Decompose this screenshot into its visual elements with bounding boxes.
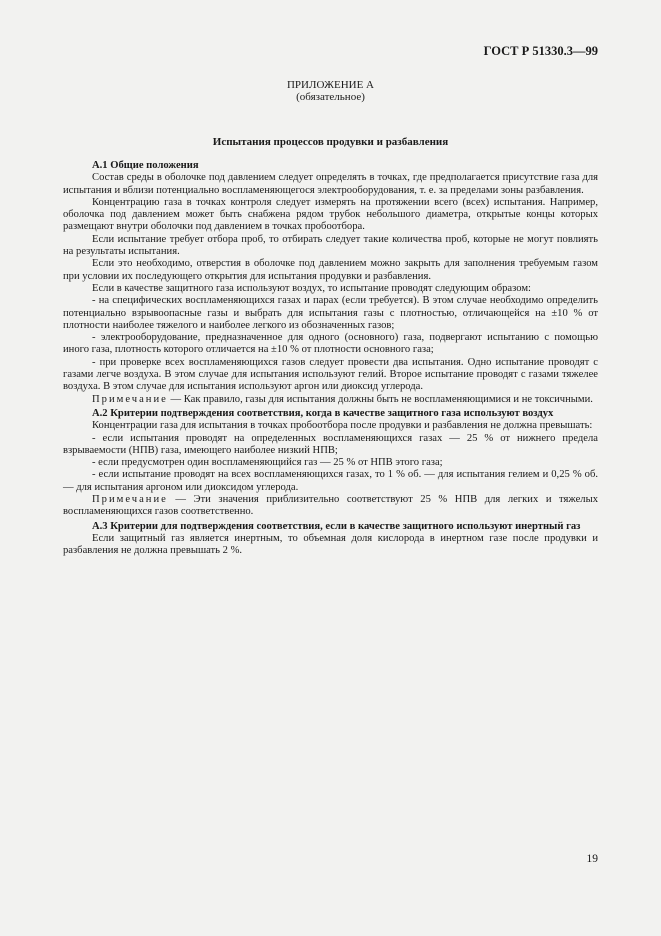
- a2-list-item: - если предусмотрен один воспламеняющийся газ — 25 % от НПВ этого газа;: [92, 457, 443, 469]
- note-text: — Эти значения приблизительно соответствуют 25 % НПВ для легких и тяжелых воспламеняющихся газов соответственно.: [63, 494, 598, 518]
- a2-paragraph: Концентрации газа для испытания в точках пробоотбора после продувки и разбавления не должна превышать:: [92, 420, 593, 432]
- a2-list-item: - если испытание проводят на всех воспламеняющихся газах, то 1 % об. — для испытания гелием и 0,25 % об. — для испытания аргоном или диоксидом углерода.: [63, 469, 598, 493]
- a3-heading: А.3 Критерии для подтверждения соответствия, если в качестве защитного используют инертный газ: [92, 520, 581, 532]
- a1-paragraph: Если испытание требует отбора проб, то отбирать следует такие количества проб, которые не могут повлиять на результаты испытания.: [63, 233, 598, 258]
- a1-list-item: - электрооборудование, предназначенное для одного (основного) газа, подвергают испытанию с помощью иного газа, плотность которого отличается на ±10 % от плотности основного газа;: [63, 332, 598, 356]
- a3-paragraph: Если защитный газ является инертным, то объемная доля кислорода в инертном газе после продувки и разбавления не должна превышать 2 %.: [63, 532, 598, 557]
- a2-heading: А.2 Критерии подтверждения соответствия, когда в качестве защитного газа используют воздух: [92, 407, 554, 419]
- note-label: Примечание: [92, 494, 168, 506]
- note-label: Примечание: [92, 393, 168, 405]
- a1-paragraph: Если в качестве защитного газа используют воздух, то испытание проводят следующим образом:: [92, 282, 532, 294]
- a1-paragraph: Если это необходимо, отверстия в оболочке под давлением можно закрыть для заполнения требуемым газом при условии их последующего открытия для испытания продувки и разбавления.: [63, 258, 598, 282]
- appendix-heading: [0, 79, 661, 103]
- a1-heading: А.1 Общие положения: [92, 160, 199, 171]
- section-title: Испытания процессов продувки и разбавления: [212, 136, 449, 148]
- appendix-subtitle: (обязательное): [296, 91, 365, 103]
- page-number: 19: [586, 853, 598, 865]
- a2-note: [63, 494, 598, 519]
- note-text: — Как правило, газы для испытания должны быть не воспламеняющимися и не токсичными.: [167, 393, 593, 405]
- document-body: [63, 158, 598, 558]
- a1-paragraph: Состав среды в оболочке под давлением следует определять в точках, где предполагается присутствие газа для испытания и вблизи потенциально воспламеняющегося электрооборудования, т. е. за пределами зоны разбавления.: [63, 172, 598, 196]
- appendix-title: ПРИЛОЖЕНИЕ А: [286, 79, 374, 91]
- a1-list-item: - при проверке всех воспламеняющихся газов следует провести два испытания. Одно испытание проводят с газами легче воздуха. В этом случае для испытания используют гелий. Второе испытание проводят с газами тяжелее воздуха. В этом случае для испытания используют аргон или диоксид углерода.: [63, 356, 598, 393]
- a2-list-item: - если испытания проводят на определенных воспламеняющихся газах — 25 % от нижнего предела взрываемости (НПВ) газа, имеющего наиболее низкий НПВ;: [63, 432, 598, 456]
- a1-note: [63, 394, 598, 406]
- a1-list-item: - на специфических воспламеняющихся газах и парах (если требуется). В этом случае необходимо определить потенциально взрывоопасные газы и выбрать для испытания газы с плотностью, отличающейся на ±10 % от плотности наиболее тяжелого и наиболее легкого из обозначенных газов;: [63, 295, 598, 331]
- a1-paragraph: Концентрацию газа в точках контроля следует измерять на протяжении всего (всех) испытания. Например, оболочка под давлением может быть снабжена рядом трубок небольшого диаметра, открытые концы которых размещают внутри оболочки под давлением в точках пробоотбора.: [63, 196, 598, 233]
- standard-header: ГОСТ Р 51330.3—99: [483, 44, 598, 58]
